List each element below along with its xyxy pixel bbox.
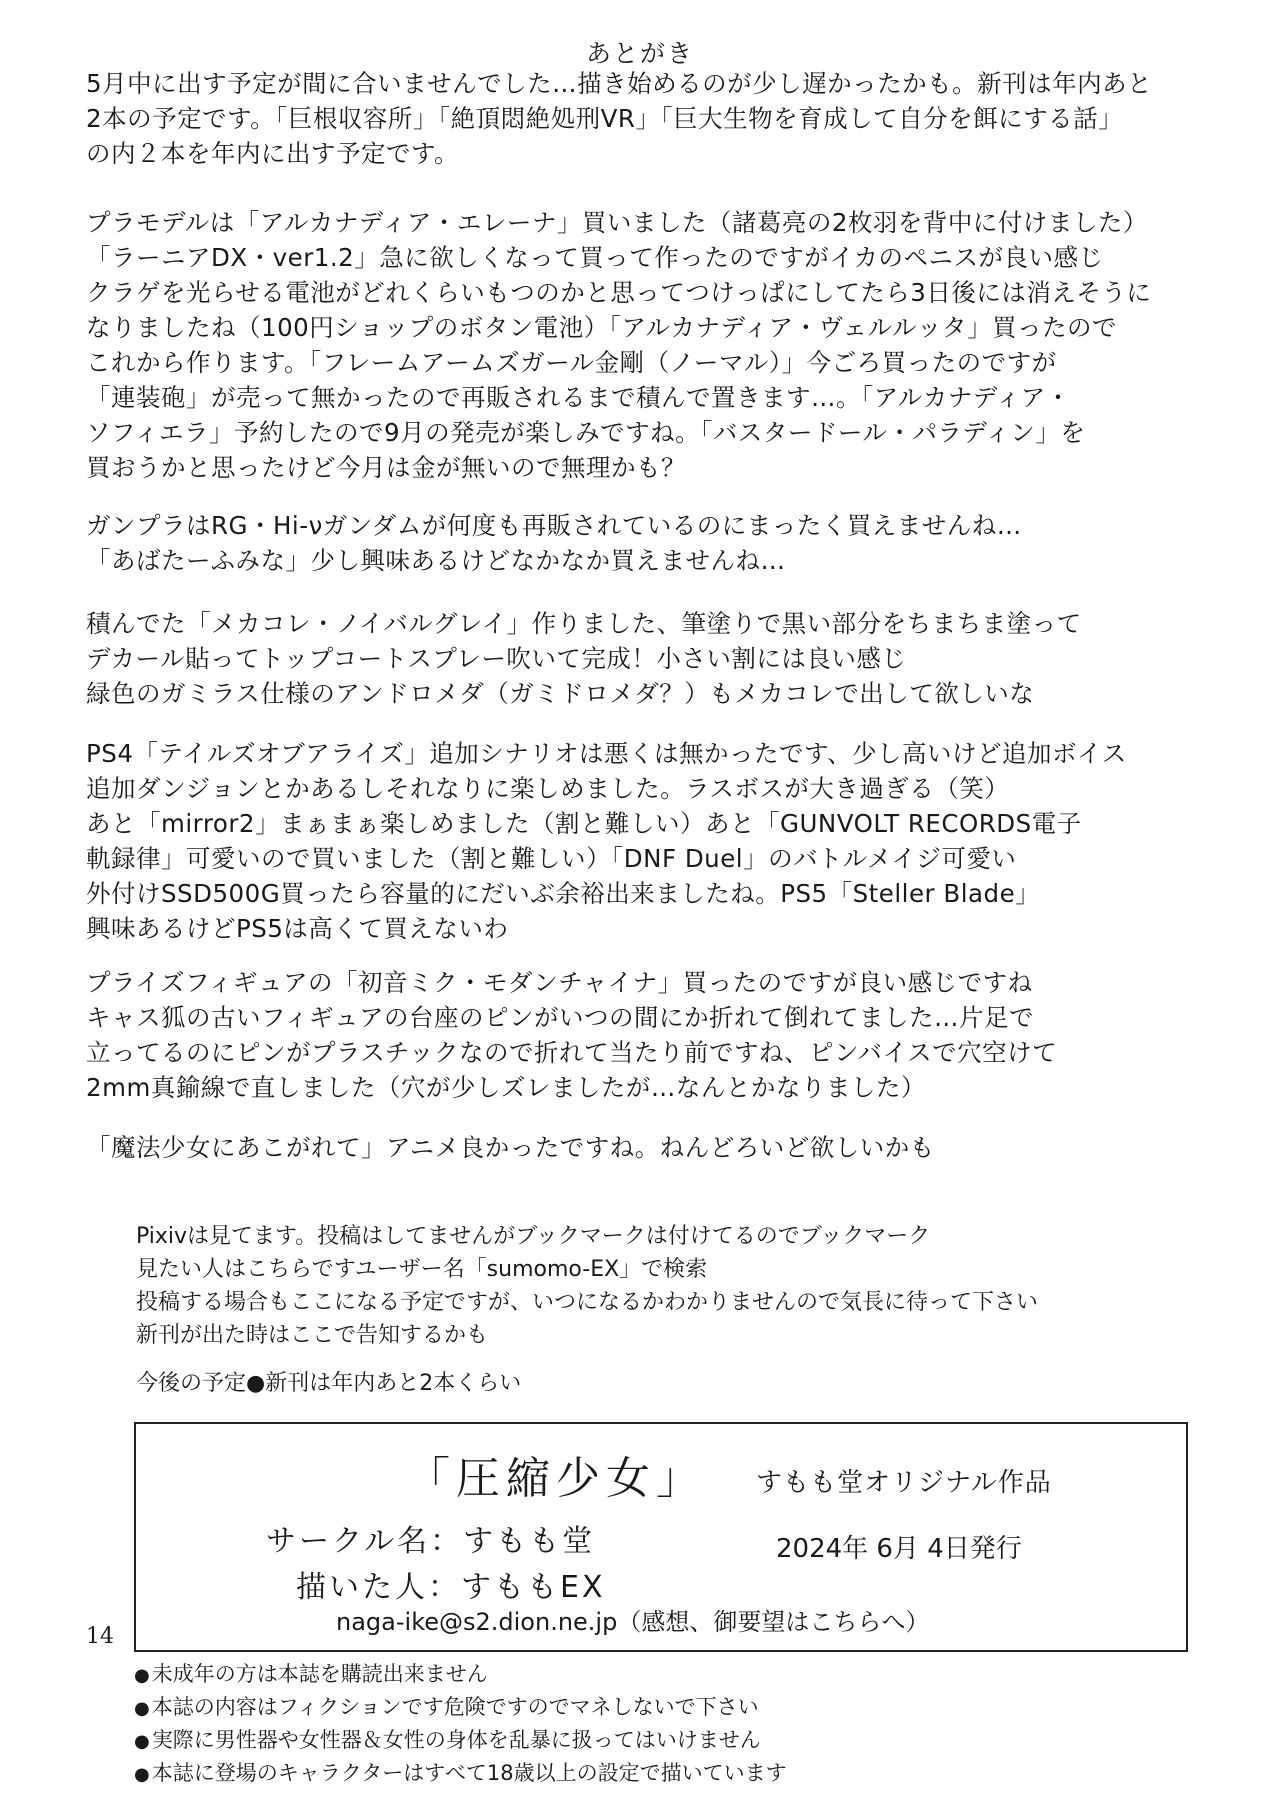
publication-date: 2024年 6月 4日発行 [776, 1534, 1022, 1564]
text-line: 「ラーニアDX・ver1.2」急に欲しくなって買って作ったのですがイカのペニスが良い感じ [86, 243, 1104, 272]
author-name: 描いた人：すももEX [296, 1570, 606, 1605]
bullet-icon: ● [134, 1665, 150, 1686]
text-line: 2mm真鍮線で直しました（穴が少しズレましたが…なんとかなりました） [86, 1073, 926, 1102]
text-line: 立ってるのにピンがプラスチックなので折れて当たり前ですね、ピンバイスで穴空けて [86, 1038, 1058, 1067]
paragraph-anime [86, 1130, 1226, 1165]
pixiv-notes [136, 1220, 1136, 1352]
text-line: クラゲを光らせる電池がどれくらいもつのかと思ってつけっぱにしてたら3日後には消えそうに [86, 278, 1152, 307]
text-line: あと「mirror2」まぁまぁ楽しめました（割と難しい）あと「GUNVOLT RECORDS電子 [86, 809, 1082, 838]
paragraph-figures [86, 965, 1226, 1105]
warning-item [134, 1757, 1134, 1790]
paragraph-release-plans [86, 66, 1226, 171]
text-line: 外付けSSD500G買ったら容量的にだいぶ余裕出来ましたね。PS5「Steller Blade」 [86, 879, 1041, 908]
text-line: 2本の予定です。「巨根収容所」「絶頂悶絶処刑VR」「巨大生物を育成して自分を餌にする話」 [86, 104, 1124, 133]
text-line: これから作ります。「フレームアームズガール金剛（ノーマル）」今ごろ買ったのですが [86, 348, 1057, 377]
text-line: プラモデルは「アルカナディア・エレーナ」買いました（諸葛亮の2枚羽を背中に付けました） [86, 208, 1148, 237]
warning-item [134, 1691, 1134, 1724]
text-line: の内２本を年内に出す予定です。 [86, 139, 460, 168]
text-line: ソフィエラ」予約したので9月の発売が楽しみですね。「バスタードール・パラディン」を [86, 418, 1086, 447]
original-work-label: すもも堂オリジナル作品 [756, 1468, 1052, 1498]
text-line: 買おうかと思ったけど今月は金が無いので無理かも？ [86, 453, 686, 482]
note-line: 見たい人はこちらですユーザー名「sumomo-EX」で検索 [136, 1257, 708, 1282]
warning-item [134, 1724, 1134, 1757]
colophon-box [134, 1422, 1188, 1652]
note-line: 投稿する場合もここになる予定ですが、いつになるかわかりませんので気長に待って下さい [136, 1290, 1039, 1315]
text-line: 追加ダンジョンとかあるしそれなりに楽しめました。ラスボスが大き過ぎる（笑） [86, 774, 1010, 803]
warning-item [134, 1658, 1134, 1691]
bullet-icon: ● [246, 1371, 266, 1396]
paragraph-games [86, 736, 1226, 946]
text-line: 「あばたーふみな」少し興味あるけどなかなか買えませんね… [86, 546, 786, 575]
page-number: 14 [86, 1624, 114, 1649]
text-line: PS4「テイルズオブアライズ」追加シナリオは悪くは無かったです、少し高いけど追加ボイス [86, 739, 1127, 768]
work-title: 「圧縮少女」 [406, 1453, 706, 1504]
warnings-list [134, 1658, 1134, 1790]
paragraph-mecha-collection [86, 606, 1226, 711]
warning-text: 本誌の内容はフィクションです危険ですのでマネしないで下さい [151, 1695, 759, 1719]
contact-email: naga-ike@s2.dion.ne.jp（感想、御要望はこちらへ） [336, 1608, 930, 1636]
text-line: キャス狐の古いフィギュアの台座のピンがいつの間にか折れて倒れてました…片足で [86, 1003, 1035, 1032]
bullet-icon: ● [134, 1764, 150, 1785]
paragraph-gunpla [86, 508, 1226, 578]
warning-text: 本誌に登場のキャラクターはすべて18歳以上の設定で描いています [151, 1761, 787, 1785]
text-line: なりましたね（100円ショップのボタン電池）「アルカナディア・ヴェルルッタ」買ったので [86, 313, 1117, 342]
text-line: 「魔法少女にあこがれて」アニメ良かったですね。ねんどろいど欲しいかも [86, 1133, 935, 1162]
text-line: 5月中に出す予定が間に合いませんでした…描き始めるのが少し遅かったかも。新刊は年内あと [86, 69, 1153, 98]
text-line: デカール貼ってトップコートスプレー吹いて完成！小さい割には良い感じ [86, 644, 907, 673]
text-line: 軌録律」可愛いので買いました（割と難しい）「DNF Duel」のバトルメイジ可愛い [86, 844, 1017, 873]
warning-text: 実際に男性器や女性器＆女性の身体を乱暴に扱ってはいけません [151, 1728, 761, 1752]
paragraph-plastic-models [86, 205, 1226, 485]
bullet-icon: ● [134, 1731, 150, 1752]
text-line: プライズフィギュアの「初音ミク・モダンチャイナ」買ったのですが良い感じですね [86, 968, 1033, 997]
schedule-text: 新刊は年内あと2本くらい [265, 1371, 522, 1396]
schedule-line [136, 1366, 521, 1397]
text-line: 興味あるけどPS5は高くて買えないわ [86, 914, 509, 943]
bullet-icon: ● [134, 1698, 150, 1719]
text-line: 緑色のガミラス仕様のアンドロメダ（ガミドロメダ？）もメカコレで出して欲しいな [86, 679, 1035, 708]
text-line: 積んでた「メカコレ・ノイバルグレイ」作りました、筆塗りで黒い部分をちまちま塗って [86, 609, 1082, 638]
schedule-label: 今後の予定 [136, 1371, 247, 1396]
page-title: あとがき [585, 39, 694, 68]
text-line: 「連装砲」が売って無かったので再販されるまで積んで置きます…。「アルカナディア・ [86, 383, 1071, 412]
note-line: 新刊が出た時はここで告知するかも [136, 1323, 489, 1348]
note-line: Pixivは見てます。投稿はしてませんがブックマークは付けてるのでブックマーク [136, 1224, 931, 1249]
text-line: ガンプラはRG・Hi-νガンダムが何度も再販されているのにまったく買えませんね… [86, 511, 1022, 540]
warning-text: 未成年の方は本誌を購読出来ません [151, 1662, 488, 1686]
circle-name: サークル名：すもも堂 [266, 1524, 596, 1559]
